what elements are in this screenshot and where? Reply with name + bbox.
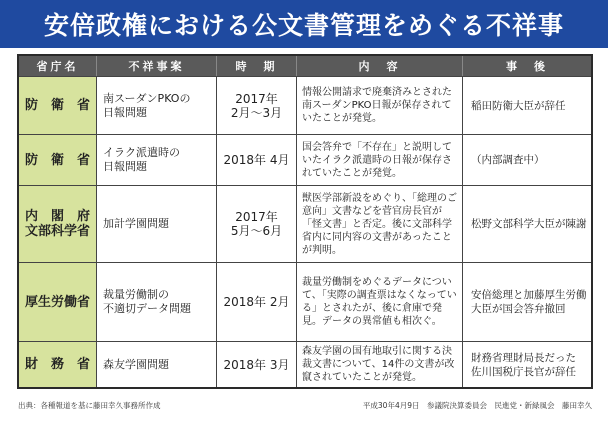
table-row — [19, 341, 591, 387]
ministry-cell: 防 衛 省 — [19, 77, 97, 134]
outcome-cell: 松野文部科学大臣が陳謝 — [471, 218, 587, 230]
outcome-cell: 稲田防衛大臣が辞任 — [471, 99, 566, 112]
issue-cell: 森友学園問題 — [97, 342, 217, 387]
header-issue: 不祥事案 — [97, 56, 217, 76]
table-row — [19, 134, 591, 185]
header-content: 内 容 — [297, 56, 463, 76]
period-cell: 2018年 3月 — [217, 342, 297, 387]
content-cell: 情報公開請求で廃棄済みとされた南スーダンPKO日報が保存されていたことが発覚。 — [297, 77, 463, 134]
period-cell: 2017年 5月～6月 — [217, 186, 297, 262]
content-cell: 裁量労働制をめぐるデータについて、「実際の調査票はなくなっている」とされたが、後に倉庫で発見。データの異常値も相次ぐ。 — [297, 263, 463, 341]
page-title: 安倍政権における公文書管理をめぐる不祥事 — [0, 0, 608, 48]
header-ministry: 省庁名 — [19, 56, 97, 76]
issue-cell: 加計学園問題 — [97, 186, 217, 262]
outcome-cell: 安倍総理と加藤厚生労働 大臣が国会答弁撤回 — [471, 289, 587, 315]
source-note: 出典：各種報道を基に藤田幸久事務所作成 — [18, 401, 161, 410]
table-row — [19, 76, 591, 134]
header-period: 時 期 — [217, 56, 297, 76]
period-cell: 2018年 2月 — [217, 263, 297, 341]
ministry-cell: 内 閣 府 文部科学省 — [19, 186, 97, 262]
issue-cell: 裁量労働制の 不適切データ問題 — [97, 263, 217, 341]
content-cell: 国会答弁で「不存在」と説明していたイラク派遣時の日報が保存されていたことが発覚。 — [297, 135, 463, 185]
content-cell: 獣医学部新設をめぐり、「総理のご意向」文書などを菅官房長官が「怪文書」と否定。後に文部科学省内に同内容の文書があったことが判明。 — [297, 186, 463, 262]
ministry-cell: 厚生労働省 — [19, 263, 97, 341]
presentation-note: 平成30年4月9日 参議院決算委員会 民進党・新緑風会 藤田幸久 — [362, 401, 592, 410]
outcome-cell: （内部調査中） — [471, 154, 545, 166]
table-row — [19, 185, 591, 262]
scandal-table — [17, 54, 593, 389]
period-cell: 2017年 2月～3月 — [217, 77, 297, 134]
table-header — [19, 56, 591, 76]
content-cell: 森友学園の国有地取引に関する決裁文書について、14件の文書が改竄されていたことが発覚。 — [297, 342, 463, 387]
period-cell: 2018年 4月 — [217, 135, 297, 185]
issue-cell: 南スーダンPKOの 日報問題 — [97, 77, 217, 134]
ministry-cell: 財 務 省 — [19, 342, 97, 387]
table-row — [19, 262, 591, 341]
outcome-cell: 財務省理財局長だった 佐川国税庁長官が辞任 — [471, 351, 576, 378]
header-outcome: 事 後 — [506, 60, 548, 73]
ministry-cell: 防 衛 省 — [19, 135, 97, 185]
issue-cell: イラク派遣時の 日報問題 — [97, 135, 217, 185]
